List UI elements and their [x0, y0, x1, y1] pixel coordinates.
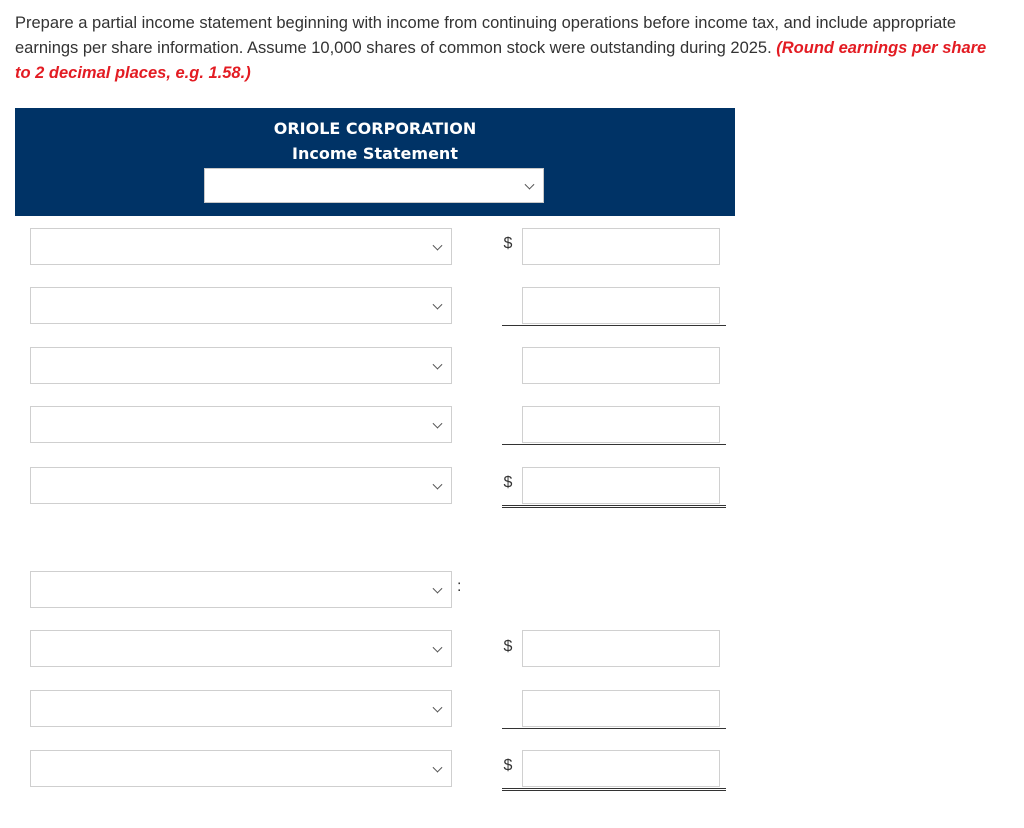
- chevron-down-icon: [433, 583, 443, 593]
- amount-input-8[interactable]: [522, 690, 720, 727]
- instructions-text: Prepare a partial income statement beginning with income from continuing operations before income tax, and include appropriate earnings per share information. Assume 10,000 shares of common stock were outstanding during 2025.: [15, 14, 957, 57]
- statement-header: [15, 108, 735, 216]
- instructions: [15, 11, 1005, 86]
- amount-input-5[interactable]: [522, 467, 720, 504]
- dollar-sign: $: [503, 638, 513, 655]
- subtotal-rule: [502, 325, 726, 326]
- chevron-down-icon: [433, 418, 443, 428]
- amount-input-3[interactable]: [522, 347, 720, 384]
- chevron-down-icon: [433, 702, 443, 712]
- total-double-rule: [502, 505, 726, 508]
- dollar-sign: $: [503, 757, 513, 774]
- chevron-down-icon: [433, 359, 443, 369]
- eps-heading-dropdown[interactable]: [30, 571, 452, 608]
- line-item-dropdown-1[interactable]: [30, 228, 452, 265]
- subtotal-rule: [502, 728, 726, 729]
- period-dropdown[interactable]: [204, 168, 544, 203]
- statement-title: Income Statement: [292, 144, 458, 163]
- subtotal-rule: [502, 444, 726, 445]
- line-item-dropdown-5[interactable]: [30, 467, 452, 504]
- rounding-note: (Round earnings per share to 2 decimal places, e.g. 1.58.): [15, 39, 987, 82]
- chevron-down-icon: [433, 642, 443, 652]
- line-item-dropdown-9[interactable]: [30, 750, 452, 787]
- chevron-down-icon: [433, 299, 443, 309]
- line-item-dropdown-8[interactable]: [30, 690, 452, 727]
- amount-input-9[interactable]: [522, 750, 720, 787]
- dollar-sign: $: [503, 474, 513, 491]
- line-item-dropdown-2[interactable]: [30, 287, 452, 324]
- chevron-down-icon: [525, 179, 535, 189]
- company-name: ORIOLE CORPORATION: [273, 119, 477, 138]
- line-item-dropdown-3[interactable]: [30, 347, 452, 384]
- amount-input-1[interactable]: [522, 228, 720, 265]
- chevron-down-icon: [433, 479, 443, 489]
- chevron-down-icon: [433, 240, 443, 250]
- dollar-sign: $: [503, 235, 513, 252]
- chevron-down-icon: [433, 762, 443, 772]
- colon: :: [457, 578, 462, 595]
- amount-input-7[interactable]: [522, 630, 720, 667]
- line-item-dropdown-4[interactable]: [30, 406, 452, 443]
- amount-input-4[interactable]: [522, 406, 720, 443]
- total-double-rule: [502, 788, 726, 791]
- amount-input-2[interactable]: [522, 287, 720, 324]
- line-item-dropdown-7[interactable]: [30, 630, 452, 667]
